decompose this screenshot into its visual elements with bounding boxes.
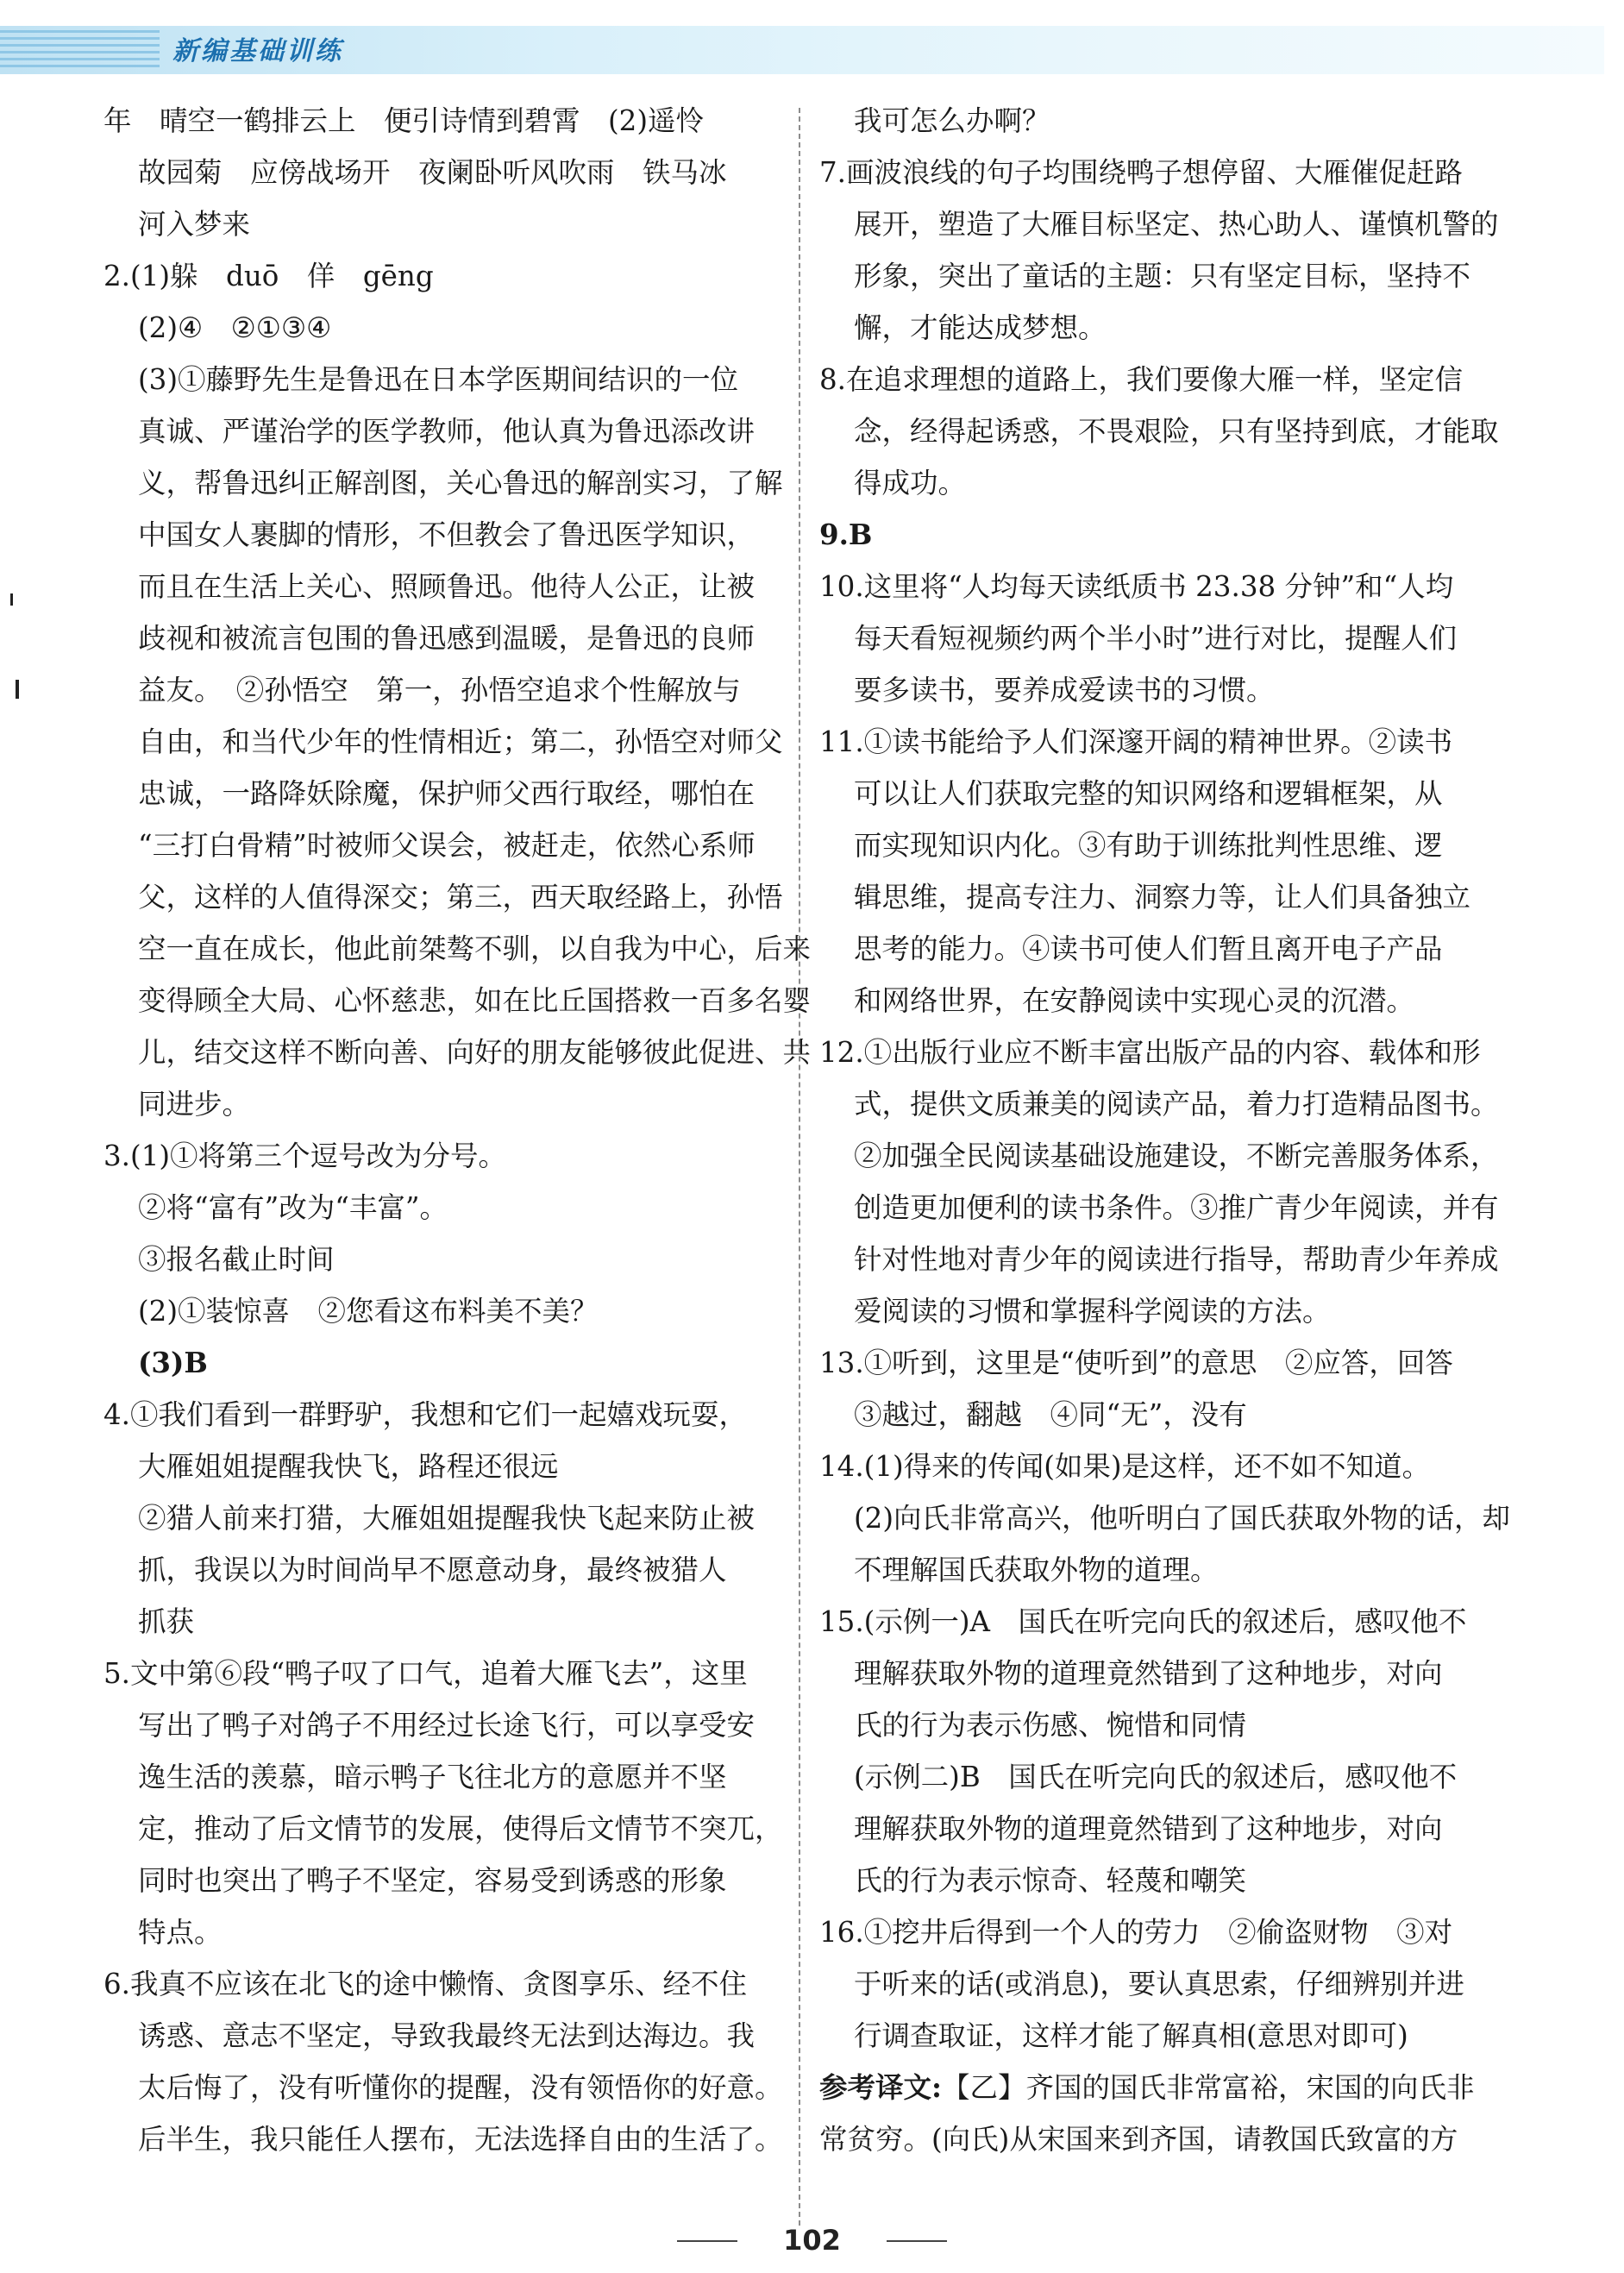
- text-line: ③报名截止时间: [138, 1243, 335, 1276]
- text-line: 太后悔了，没有听懂你的提醒，没有领悟你的好意。: [138, 2071, 783, 2104]
- text-line: (2)①装惊喜 ②您看这布料美不美？: [138, 1295, 599, 1328]
- text-line: 创造更加便利的读书条件。③推广青少年阅读，并有: [854, 1191, 1499, 1224]
- text-line: 展开，塑造了大雁目标坚定、热心助人、谨慎机警的: [854, 208, 1499, 241]
- text-line: ②加强全民阅读基础设施建设，不断完善服务体系，: [854, 1140, 1499, 1172]
- footer-dash: [887, 2240, 947, 2242]
- text-line: 儿，结交这样不断向善、向好的朋友能够彼此促进、共: [138, 1036, 812, 1069]
- text-line: 定，推动了后文情节的发展，使得后文情节不突兀，: [138, 1812, 783, 1845]
- text-line: 氏的行为表示惊奇、轻蔑和嘲笑: [854, 1864, 1247, 1897]
- text-line: 歧视和被流言包围的鲁迅感到温暖，是鲁迅的良师: [138, 622, 756, 655]
- text-line: 自由，和当代少年的性情相近；第二，孙悟空对师父: [138, 725, 783, 758]
- text-line: 4.①我们看到一群野驴，我想和它们一起嬉戏玩耍，: [103, 1398, 748, 1431]
- text-line: “三打白骨精”时被师父误会，被赶走，依然心系师: [138, 829, 756, 862]
- page-header: [0, 0, 1624, 79]
- text-line: 和网络世界，在安静阅读中实现心灵的沉潜。: [854, 984, 1415, 1017]
- reference-translation-label: 参考译文:: [819, 2070, 942, 2104]
- text-line: 河入梦来: [138, 208, 251, 241]
- text-line: 16.①挖井后得到一个人的劳力 ②偷盗财物 ③对: [819, 1916, 1453, 1949]
- text-line: 诱惑、意志不坚定，导致我最终无法到达海边。我: [138, 2019, 756, 2052]
- text-line: 针对性地对青少年的阅读进行指导，帮助青少年养成: [854, 1243, 1499, 1276]
- text-line: 13.①听到，这里是“使听到”的意思 ②应答，回答: [819, 1347, 1453, 1379]
- text-line: 抓获: [138, 1605, 195, 1638]
- text-line: 同进步。: [138, 1088, 251, 1121]
- text-line: 父，这样的人值得深交；第三，西天取经路上，孙悟: [138, 881, 783, 914]
- text-line: 14.(1)得来的传闻(如果)是这样，还不如不知道。: [819, 1450, 1431, 1483]
- text-line: 真诚、严谨治学的医学教师，他认真为鲁迅添改讲: [138, 415, 756, 448]
- text-line: 10.这里将“人均每天读纸质书 23.38 分钟”和“人均: [819, 570, 1454, 603]
- margin-mark: [10, 593, 13, 606]
- text-line: 11.①读书能给予人们深邃开阔的精神世界。②读书: [819, 725, 1453, 758]
- left-column: [103, 95, 812, 2165]
- text-line: (3)B: [138, 1346, 208, 1379]
- text-line: 变得顾全大局、心怀慈悲，如在比丘国搭救一百多名婴: [138, 984, 812, 1017]
- text-line: 同时也突出了鸭子不坚定，容易受到诱惑的形象: [138, 1864, 727, 1897]
- column-divider: [799, 108, 800, 2226]
- text-line: 7.画波浪线的句子均围绕鸭子想停留、大雁催促赶路: [819, 156, 1464, 189]
- text-line: 念，经得起诱惑，不畏艰险，只有坚持到底，才能取: [854, 415, 1499, 448]
- text-line: 5.文中第⑥段“鸭子叹了口气，追着大雁飞去”，这里: [103, 1657, 748, 1690]
- text-line: 6.我真不应该在北飞的途中懒惰、贪图享乐、经不住: [103, 1968, 748, 2000]
- text-line: 空一直在成长，他此前桀骜不驯，以自我为中心，后来: [138, 932, 812, 965]
- text-line: 而且在生活上关心、照顾鲁迅。他待人公正，让被: [138, 570, 756, 603]
- text-line: 思考的能力。④读书可使人们暂且离开电子产品: [854, 932, 1443, 965]
- header-title: 新编基础训练: [172, 36, 343, 66]
- text-line: 大雁姐姐提醒我快飞，路程还很远: [138, 1450, 559, 1483]
- text-line: ②将“富有”改为“丰富”。: [138, 1191, 448, 1224]
- text-line: 2.(1)躲 duō 佯 gēng: [103, 260, 434, 292]
- text-line: 要多读书，要养成爱读书的习惯。: [854, 674, 1275, 706]
- text-line: 特点。: [138, 1916, 223, 1949]
- text-line: (2)向氏非常高兴，他听明白了国氏获取外物的话，却: [854, 1502, 1511, 1535]
- text-line: 9.B: [819, 518, 873, 551]
- text-line: 爱阅读的习惯和掌握科学阅读的方法。: [854, 1295, 1331, 1328]
- text-line: 忠诚，一路降妖除魔，保护师父西行取经，哪怕在: [138, 777, 756, 810]
- text-line: 理解获取外物的道理竟然错到了这种地步，对向: [854, 1812, 1443, 1845]
- margin-mark: [16, 680, 19, 699]
- text-line: 行调查取证，这样才能了解真相(意思对即可): [854, 2019, 1408, 2052]
- text-line: 逸生活的羡慕，暗示鸭子飞往北方的意愿并不坚: [138, 1761, 727, 1793]
- text-line: 辑思维，提高专注力、洞察力等，让人们具备独立: [854, 881, 1471, 914]
- text-line: (2)④ ②①③④: [138, 311, 332, 344]
- text-line: 常贫穷。(向氏)从宋国来到齐国，请教国氏致富的方: [819, 2123, 1458, 2156]
- text-line: 益友。 ②孙悟空 第一，孙悟空追求个性解放与: [138, 674, 741, 706]
- text-line: 12.①出版行业应不断丰富出版产品的内容、载体和形: [819, 1036, 1481, 1069]
- text-line: 于听来的话(或消息)，要认真思索，仔细辨别并进: [854, 1968, 1464, 2000]
- text-line: 不理解国氏获取外物的道理。: [854, 1554, 1219, 1586]
- text-line: 年 晴空一鹤排云上 便引诗情到碧霄 (2)遥怜: [103, 104, 705, 137]
- text-line: (3)①藤野先生是鲁迅在日本学医期间结识的一位: [138, 363, 739, 396]
- text-line: 后半生，我只能任人摆布，无法选择自由的生活了。: [138, 2123, 783, 2156]
- text-line: 可以让人们获取完整的知识网络和逻辑框架，从: [854, 777, 1443, 810]
- text-line: ②猎人前来打猎，大雁姐姐提醒我快飞起来防止被: [138, 1502, 756, 1535]
- text-line: 义，帮鲁迅纠正解剖图，关心鲁迅的解剖实习，了解: [138, 467, 783, 499]
- text-line: 懈，才能达成梦想。: [854, 311, 1107, 344]
- text-line: 理解获取外物的道理竟然错到了这种地步，对向: [854, 1657, 1443, 1690]
- text-line: 写出了鸭子对鸽子不用经过长途飞行，可以享受安: [138, 1709, 756, 1742]
- reference-translation: 参考译文:【乙】齐国的国氏非常富裕，宋国的向氏非: [819, 2070, 1475, 2104]
- text-line: 故园菊 应傍战场开 夜阑卧听风吹雨 铁马冰: [138, 156, 727, 189]
- text-line: 3.(1)①将第三个逗号改为分号。: [103, 1140, 507, 1172]
- page-number: 102: [783, 2224, 841, 2257]
- header-stripes: [0, 26, 160, 74]
- text-line: 抓，我误以为时间尚早不愿意动身，最终被猎人: [138, 1554, 727, 1586]
- text-line: ③越过，翻越 ④同“无”，没有: [854, 1398, 1247, 1431]
- text-line: 15.(示例一)A 国氏在听完向氏的叙述后，感叹他不: [819, 1605, 1467, 1638]
- text-line: 而实现知识内化。③有助于训练批判性思维、逻: [854, 829, 1443, 862]
- text-line: 8.在追求理想的道路上，我们要像大雁一样，坚定信: [819, 363, 1464, 396]
- text-line: 形象，突出了童话的主题：只有坚定目标，坚持不: [854, 260, 1471, 292]
- right-column: [819, 95, 1511, 2165]
- text-line: 得成功。: [854, 467, 967, 499]
- text-line: 中国女人裹脚的情形，不但教会了鲁迅医学知识，: [138, 518, 756, 551]
- text-line: 我可怎么办啊？: [854, 104, 1050, 137]
- text-line: 氏的行为表示伤感、惋惜和同情: [854, 1709, 1247, 1742]
- text-line: 每天看短视频约两个半小时”进行对比，提醒人们: [854, 622, 1458, 655]
- text-line: (示例二)B 国氏在听完向氏的叙述后，感叹他不: [854, 1761, 1458, 1793]
- text-line: 式，提供文质兼美的阅读产品，着力打造精品图书。: [854, 1088, 1499, 1121]
- page-footer: [0, 2219, 1624, 2262]
